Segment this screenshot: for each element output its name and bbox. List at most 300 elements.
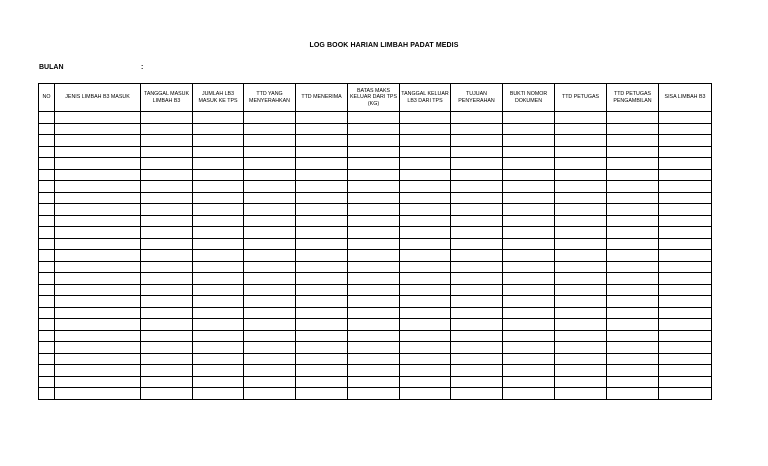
table-cell[interactable]: [39, 112, 55, 124]
table-cell[interactable]: [659, 215, 712, 227]
table-cell[interactable]: [244, 227, 296, 239]
table-cell[interactable]: [503, 261, 555, 273]
table-cell[interactable]: [659, 112, 712, 124]
table-cell[interactable]: [607, 112, 659, 124]
table-cell[interactable]: [451, 365, 503, 377]
table-cell[interactable]: [555, 342, 607, 354]
table-cell[interactable]: [193, 238, 244, 250]
table-cell[interactable]: [348, 181, 400, 193]
table-cell[interactable]: [55, 307, 141, 319]
table-cell[interactable]: [55, 215, 141, 227]
table-cell[interactable]: [55, 342, 141, 354]
table-cell[interactable]: [296, 388, 348, 400]
table-cell[interactable]: [659, 123, 712, 135]
table-cell[interactable]: [141, 238, 193, 250]
table-cell[interactable]: [244, 376, 296, 388]
table-cell[interactable]: [607, 238, 659, 250]
table-cell[interactable]: [400, 307, 451, 319]
table-cell[interactable]: [555, 319, 607, 331]
table-cell[interactable]: [39, 181, 55, 193]
table-cell[interactable]: [659, 342, 712, 354]
table-cell[interactable]: [400, 250, 451, 262]
table-cell[interactable]: [296, 365, 348, 377]
table-cell[interactable]: [555, 330, 607, 342]
table-cell[interactable]: [348, 192, 400, 204]
table-cell[interactable]: [296, 250, 348, 262]
table-cell[interactable]: [244, 146, 296, 158]
table-cell[interactable]: [55, 261, 141, 273]
table-cell[interactable]: [400, 284, 451, 296]
table-cell[interactable]: [39, 365, 55, 377]
table-cell[interactable]: [244, 353, 296, 365]
table-cell[interactable]: [503, 250, 555, 262]
table-cell[interactable]: [244, 365, 296, 377]
table-cell[interactable]: [451, 353, 503, 365]
table-cell[interactable]: [607, 192, 659, 204]
table-cell[interactable]: [503, 284, 555, 296]
table-cell[interactable]: [296, 330, 348, 342]
table-cell[interactable]: [193, 215, 244, 227]
table-cell[interactable]: [193, 307, 244, 319]
table-cell[interactable]: [141, 388, 193, 400]
table-cell[interactable]: [451, 342, 503, 354]
table-cell[interactable]: [607, 146, 659, 158]
table-cell[interactable]: [244, 330, 296, 342]
table-cell[interactable]: [141, 215, 193, 227]
table-cell[interactable]: [400, 112, 451, 124]
table-cell[interactable]: [55, 238, 141, 250]
table-cell[interactable]: [141, 181, 193, 193]
table-cell[interactable]: [607, 215, 659, 227]
table-cell[interactable]: [193, 365, 244, 377]
table-cell[interactable]: [39, 192, 55, 204]
table-cell[interactable]: [555, 192, 607, 204]
table-cell[interactable]: [296, 296, 348, 308]
table-cell[interactable]: [39, 388, 55, 400]
table-cell[interactable]: [451, 284, 503, 296]
table-cell[interactable]: [659, 158, 712, 170]
table-cell[interactable]: [451, 388, 503, 400]
table-cell[interactable]: [659, 238, 712, 250]
table-cell[interactable]: [400, 342, 451, 354]
table-cell[interactable]: [55, 112, 141, 124]
table-cell[interactable]: [55, 169, 141, 181]
table-cell[interactable]: [503, 112, 555, 124]
table-cell[interactable]: [607, 181, 659, 193]
table-cell[interactable]: [659, 319, 712, 331]
table-cell[interactable]: [348, 388, 400, 400]
table-cell[interactable]: [39, 296, 55, 308]
table-cell[interactable]: [39, 273, 55, 285]
table-cell[interactable]: [39, 123, 55, 135]
table-cell[interactable]: [348, 169, 400, 181]
table-cell[interactable]: [451, 238, 503, 250]
table-cell[interactable]: [348, 319, 400, 331]
table-cell[interactable]: [555, 123, 607, 135]
table-cell[interactable]: [193, 388, 244, 400]
table-cell[interactable]: [607, 319, 659, 331]
table-cell[interactable]: [296, 146, 348, 158]
table-cell[interactable]: [451, 319, 503, 331]
table-cell[interactable]: [193, 112, 244, 124]
table-cell[interactable]: [503, 146, 555, 158]
table-cell[interactable]: [55, 250, 141, 262]
table-cell[interactable]: [348, 376, 400, 388]
table-cell[interactable]: [503, 227, 555, 239]
table-cell[interactable]: [296, 273, 348, 285]
table-cell[interactable]: [659, 296, 712, 308]
table-cell[interactable]: [503, 123, 555, 135]
table-cell[interactable]: [348, 227, 400, 239]
table-cell[interactable]: [244, 112, 296, 124]
table-cell[interactable]: [348, 342, 400, 354]
table-cell[interactable]: [141, 307, 193, 319]
table-cell[interactable]: [451, 181, 503, 193]
table-cell[interactable]: [503, 365, 555, 377]
table-cell[interactable]: [451, 123, 503, 135]
table-cell[interactable]: [193, 342, 244, 354]
table-cell[interactable]: [39, 146, 55, 158]
table-cell[interactable]: [503, 204, 555, 216]
table-cell[interactable]: [607, 330, 659, 342]
table-cell[interactable]: [193, 192, 244, 204]
table-cell[interactable]: [400, 169, 451, 181]
table-cell[interactable]: [193, 135, 244, 147]
table-cell[interactable]: [193, 146, 244, 158]
table-cell[interactable]: [503, 319, 555, 331]
table-cell[interactable]: [55, 135, 141, 147]
table-cell[interactable]: [55, 376, 141, 388]
table-cell[interactable]: [296, 227, 348, 239]
table-cell[interactable]: [244, 123, 296, 135]
table-cell[interactable]: [296, 261, 348, 273]
table-cell[interactable]: [451, 169, 503, 181]
table-cell[interactable]: [451, 204, 503, 216]
table-cell[interactable]: [503, 342, 555, 354]
table-cell[interactable]: [39, 284, 55, 296]
table-cell[interactable]: [400, 181, 451, 193]
table-cell[interactable]: [244, 284, 296, 296]
table-cell[interactable]: [503, 376, 555, 388]
table-cell[interactable]: [244, 342, 296, 354]
table-cell[interactable]: [55, 273, 141, 285]
table-cell[interactable]: [141, 330, 193, 342]
table-cell[interactable]: [451, 307, 503, 319]
table-cell[interactable]: [451, 146, 503, 158]
table-cell[interactable]: [555, 181, 607, 193]
table-cell[interactable]: [244, 319, 296, 331]
table-cell[interactable]: [659, 181, 712, 193]
table-cell[interactable]: [141, 273, 193, 285]
table-cell[interactable]: [451, 261, 503, 273]
table-cell[interactable]: [659, 192, 712, 204]
table-cell[interactable]: [141, 353, 193, 365]
table-cell[interactable]: [55, 204, 141, 216]
table-cell[interactable]: [555, 296, 607, 308]
table-cell[interactable]: [659, 135, 712, 147]
table-cell[interactable]: [659, 169, 712, 181]
table-cell[interactable]: [193, 123, 244, 135]
table-cell[interactable]: [348, 284, 400, 296]
table-cell[interactable]: [141, 112, 193, 124]
table-cell[interactable]: [607, 284, 659, 296]
table-cell[interactable]: [503, 296, 555, 308]
table-cell[interactable]: [451, 250, 503, 262]
table-cell[interactable]: [141, 146, 193, 158]
table-cell[interactable]: [400, 376, 451, 388]
table-cell[interactable]: [193, 273, 244, 285]
table-cell[interactable]: [555, 365, 607, 377]
table-cell[interactable]: [400, 146, 451, 158]
table-cell[interactable]: [193, 284, 244, 296]
table-cell[interactable]: [244, 181, 296, 193]
table-cell[interactable]: [141, 319, 193, 331]
table-cell[interactable]: [348, 112, 400, 124]
table-cell[interactable]: [141, 342, 193, 354]
table-cell[interactable]: [503, 238, 555, 250]
table-cell[interactable]: [503, 192, 555, 204]
table-cell[interactable]: [193, 204, 244, 216]
table-cell[interactable]: [503, 307, 555, 319]
table-cell[interactable]: [451, 158, 503, 170]
table-cell[interactable]: [607, 273, 659, 285]
table-cell[interactable]: [296, 353, 348, 365]
table-cell[interactable]: [244, 215, 296, 227]
table-cell[interactable]: [141, 365, 193, 377]
table-cell[interactable]: [451, 112, 503, 124]
table-cell[interactable]: [141, 296, 193, 308]
table-cell[interactable]: [193, 353, 244, 365]
table-cell[interactable]: [244, 238, 296, 250]
table-cell[interactable]: [607, 388, 659, 400]
table-cell[interactable]: [555, 227, 607, 239]
table-cell[interactable]: [193, 376, 244, 388]
table-cell[interactable]: [400, 353, 451, 365]
table-cell[interactable]: [296, 307, 348, 319]
table-cell[interactable]: [400, 192, 451, 204]
table-cell[interactable]: [555, 146, 607, 158]
table-cell[interactable]: [39, 319, 55, 331]
table-cell[interactable]: [400, 227, 451, 239]
table-cell[interactable]: [400, 330, 451, 342]
table-cell[interactable]: [607, 158, 659, 170]
table-cell[interactable]: [555, 250, 607, 262]
table-cell[interactable]: [555, 273, 607, 285]
table-cell[interactable]: [39, 353, 55, 365]
table-cell[interactable]: [451, 215, 503, 227]
table-cell[interactable]: [607, 135, 659, 147]
table-cell[interactable]: [55, 227, 141, 239]
table-cell[interactable]: [555, 169, 607, 181]
table-cell[interactable]: [348, 123, 400, 135]
table-cell[interactable]: [607, 365, 659, 377]
table-cell[interactable]: [296, 135, 348, 147]
table-cell[interactable]: [659, 273, 712, 285]
table-cell[interactable]: [296, 158, 348, 170]
table-cell[interactable]: [244, 192, 296, 204]
table-cell[interactable]: [55, 284, 141, 296]
table-cell[interactable]: [659, 146, 712, 158]
table-cell[interactable]: [244, 135, 296, 147]
table-cell[interactable]: [400, 388, 451, 400]
table-cell[interactable]: [296, 376, 348, 388]
table-cell[interactable]: [39, 227, 55, 239]
table-cell[interactable]: [39, 169, 55, 181]
table-cell[interactable]: [244, 250, 296, 262]
table-cell[interactable]: [503, 388, 555, 400]
table-cell[interactable]: [296, 319, 348, 331]
table-cell[interactable]: [55, 123, 141, 135]
table-cell[interactable]: [55, 330, 141, 342]
table-cell[interactable]: [193, 181, 244, 193]
table-cell[interactable]: [39, 204, 55, 216]
table-cell[interactable]: [400, 273, 451, 285]
table-cell[interactable]: [400, 158, 451, 170]
table-cell[interactable]: [400, 365, 451, 377]
table-cell[interactable]: [503, 169, 555, 181]
table-cell[interactable]: [141, 250, 193, 262]
table-cell[interactable]: [451, 330, 503, 342]
table-cell[interactable]: [141, 135, 193, 147]
table-cell[interactable]: [400, 319, 451, 331]
table-cell[interactable]: [400, 135, 451, 147]
table-cell[interactable]: [555, 215, 607, 227]
table-cell[interactable]: [451, 135, 503, 147]
table-cell[interactable]: [659, 250, 712, 262]
table-cell[interactable]: [244, 388, 296, 400]
table-cell[interactable]: [659, 353, 712, 365]
table-cell[interactable]: [141, 376, 193, 388]
table-cell[interactable]: [607, 353, 659, 365]
table-cell[interactable]: [193, 158, 244, 170]
table-cell[interactable]: [193, 250, 244, 262]
table-cell[interactable]: [39, 261, 55, 273]
table-cell[interactable]: [141, 204, 193, 216]
table-cell[interactable]: [400, 261, 451, 273]
table-cell[interactable]: [607, 169, 659, 181]
table-cell[interactable]: [39, 135, 55, 147]
table-cell[interactable]: [296, 192, 348, 204]
table-cell[interactable]: [503, 181, 555, 193]
table-cell[interactable]: [55, 146, 141, 158]
table-cell[interactable]: [141, 123, 193, 135]
table-cell[interactable]: [400, 215, 451, 227]
table-cell[interactable]: [296, 238, 348, 250]
table-cell[interactable]: [348, 250, 400, 262]
table-cell[interactable]: [659, 376, 712, 388]
table-cell[interactable]: [555, 135, 607, 147]
table-cell[interactable]: [55, 353, 141, 365]
table-cell[interactable]: [296, 204, 348, 216]
table-cell[interactable]: [348, 204, 400, 216]
table-cell[interactable]: [348, 135, 400, 147]
table-cell[interactable]: [555, 388, 607, 400]
table-cell[interactable]: [555, 158, 607, 170]
table-cell[interactable]: [503, 158, 555, 170]
table-cell[interactable]: [141, 192, 193, 204]
table-cell[interactable]: [39, 342, 55, 354]
table-cell[interactable]: [348, 365, 400, 377]
table-cell[interactable]: [141, 261, 193, 273]
table-cell[interactable]: [555, 261, 607, 273]
table-cell[interactable]: [39, 215, 55, 227]
table-cell[interactable]: [39, 330, 55, 342]
table-cell[interactable]: [451, 227, 503, 239]
table-cell[interactable]: [607, 250, 659, 262]
table-cell[interactable]: [55, 319, 141, 331]
table-cell[interactable]: [555, 112, 607, 124]
table-cell[interactable]: [193, 330, 244, 342]
table-cell[interactable]: [555, 353, 607, 365]
table-cell[interactable]: [555, 307, 607, 319]
table-cell[interactable]: [451, 273, 503, 285]
table-cell[interactable]: [348, 296, 400, 308]
table-cell[interactable]: [348, 238, 400, 250]
table-cell[interactable]: [348, 307, 400, 319]
table-cell[interactable]: [400, 296, 451, 308]
table-cell[interactable]: [348, 261, 400, 273]
table-cell[interactable]: [503, 273, 555, 285]
table-cell[interactable]: [659, 307, 712, 319]
table-cell[interactable]: [555, 376, 607, 388]
table-cell[interactable]: [244, 204, 296, 216]
table-cell[interactable]: [503, 215, 555, 227]
table-cell[interactable]: [503, 353, 555, 365]
table-cell[interactable]: [244, 169, 296, 181]
table-cell[interactable]: [244, 261, 296, 273]
table-cell[interactable]: [39, 238, 55, 250]
table-cell[interactable]: [55, 192, 141, 204]
table-cell[interactable]: [296, 215, 348, 227]
table-cell[interactable]: [348, 158, 400, 170]
table-cell[interactable]: [503, 330, 555, 342]
table-cell[interactable]: [296, 112, 348, 124]
table-cell[interactable]: [193, 227, 244, 239]
table-cell[interactable]: [659, 388, 712, 400]
table-cell[interactable]: [348, 215, 400, 227]
table-cell[interactable]: [451, 376, 503, 388]
table-cell[interactable]: [141, 284, 193, 296]
table-cell[interactable]: [55, 158, 141, 170]
table-cell[interactable]: [296, 123, 348, 135]
table-cell[interactable]: [55, 296, 141, 308]
table-cell[interactable]: [141, 227, 193, 239]
table-cell[interactable]: [659, 204, 712, 216]
table-cell[interactable]: [296, 284, 348, 296]
table-cell[interactable]: [39, 307, 55, 319]
table-cell[interactable]: [244, 307, 296, 319]
table-cell[interactable]: [55, 388, 141, 400]
table-cell[interactable]: [400, 123, 451, 135]
table-cell[interactable]: [400, 204, 451, 216]
table-cell[interactable]: [39, 250, 55, 262]
table-cell[interactable]: [400, 238, 451, 250]
table-cell[interactable]: [55, 181, 141, 193]
table-cell[interactable]: [607, 204, 659, 216]
table-cell[interactable]: [555, 204, 607, 216]
table-cell[interactable]: [503, 135, 555, 147]
table-cell[interactable]: [607, 307, 659, 319]
table-cell[interactable]: [348, 146, 400, 158]
table-cell[interactable]: [193, 296, 244, 308]
table-cell[interactable]: [607, 123, 659, 135]
table-cell[interactable]: [244, 296, 296, 308]
table-cell[interactable]: [141, 158, 193, 170]
table-cell[interactable]: [659, 261, 712, 273]
table-cell[interactable]: [348, 273, 400, 285]
table-cell[interactable]: [659, 330, 712, 342]
table-cell[interactable]: [659, 284, 712, 296]
